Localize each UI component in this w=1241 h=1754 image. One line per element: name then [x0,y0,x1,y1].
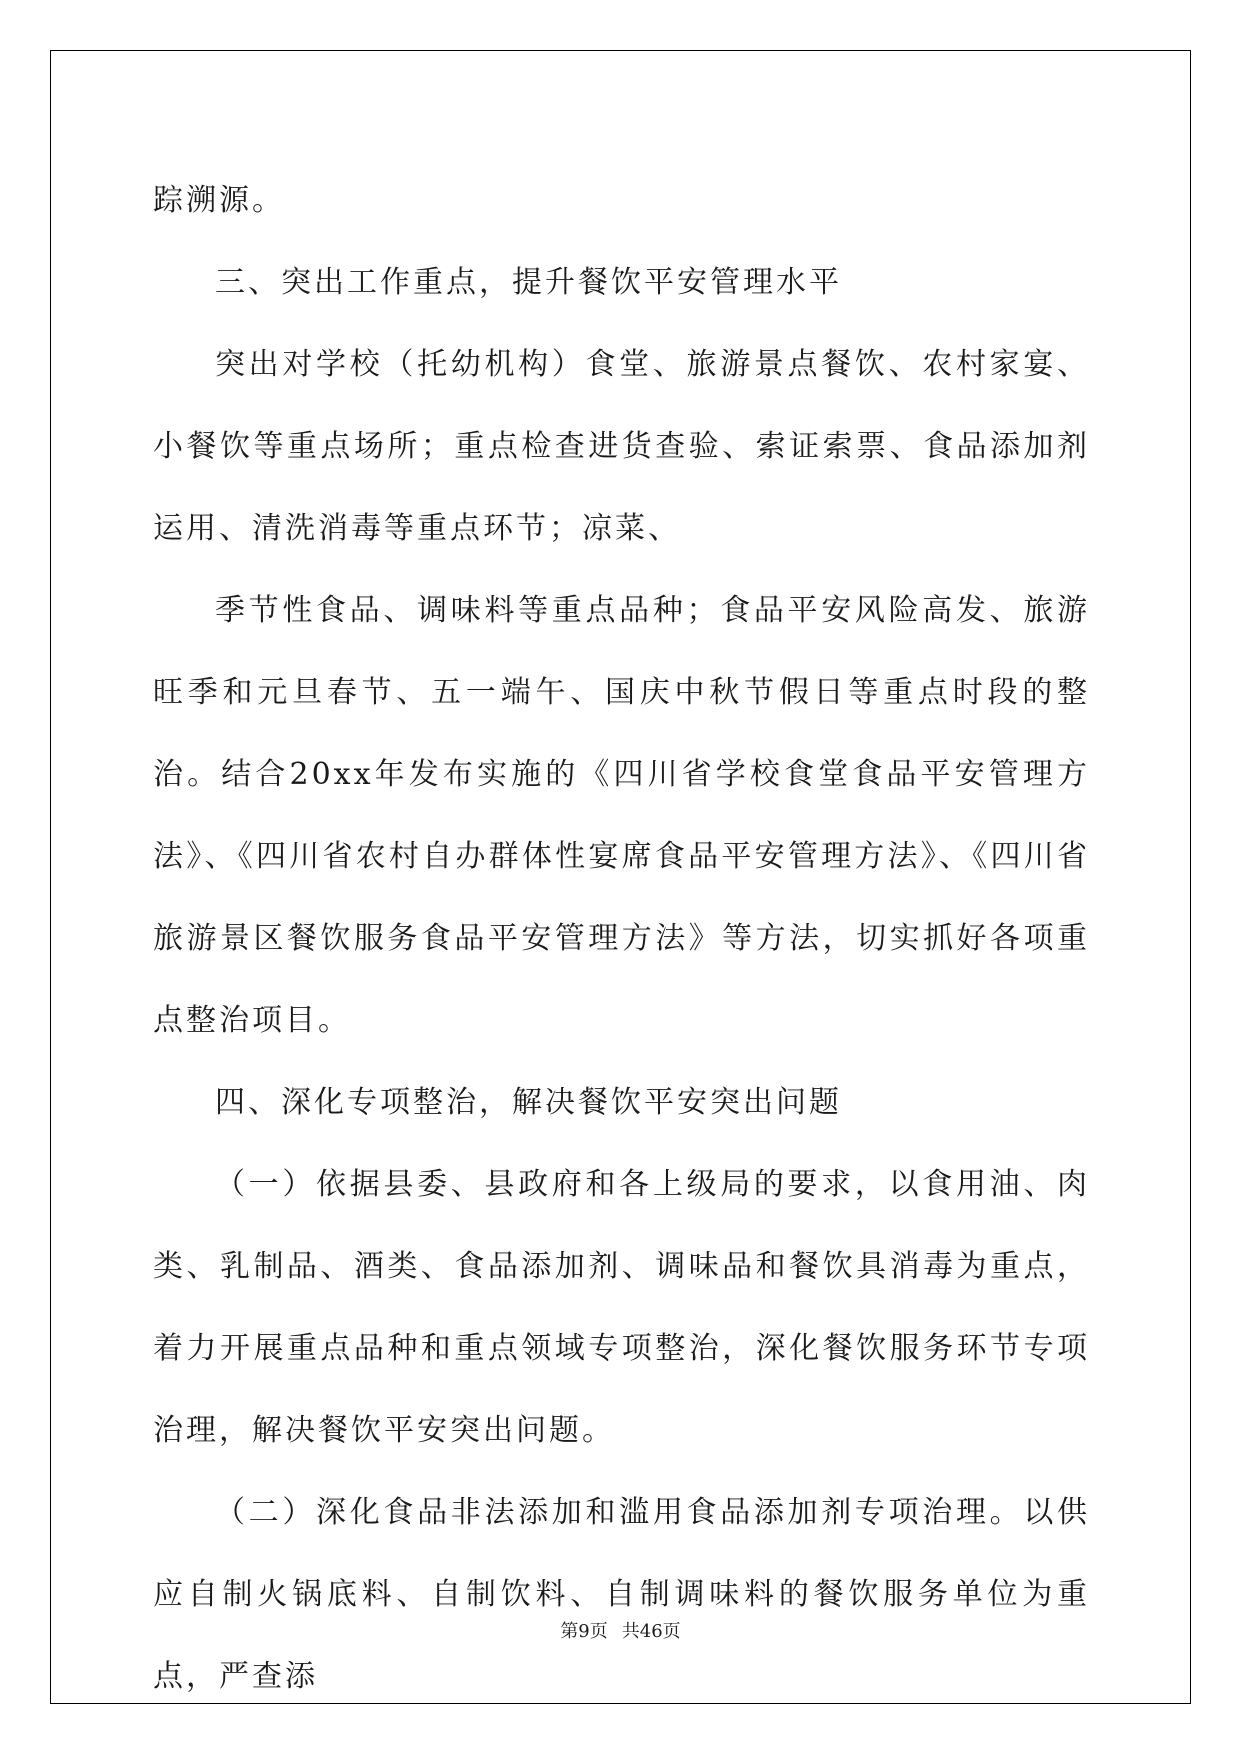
page-total: 共46页 [621,1621,681,1642]
paragraph-1: 踪溯源。 [153,183,285,218]
paragraph-4: （一）依据县委、县政府和各上级局的要求，以食用油、肉类、乳制品、酒类、食品添加剂、调味品和餐饮具消毒为重点，着力开展重点品种和重点领域专项整治，深化餐饮服务环节专项治理，解决餐饮平安突出问题。 [153,1167,1090,1448]
paragraph-3: 季节性食品、调味料等重点品种；食品平安风险高发、旅游旺季和元旦春节、五一端午、国庆中秋节假日等重点时段的整治。结合20xx年发布实施的《四川省学校食堂食品平安管理方法》、《四川省农村自办群体性宴席食品平安管理方法》、《四川省旅游景区餐饮服务食品平安管理方法》等方法，切实抓好各项重点整治项目。 [153,593,1090,1038]
paragraph-5: （二）深化食品非法添加和滥用食品添加剂专项治理。以供应自制火锅底料、自制饮料、自制调味料的餐饮服务单位为重点，严查添 [153,1495,1090,1694]
page-number: 第9页 [560,1621,608,1642]
page-footer [0,1617,1241,1643]
section-heading-4: 四、深化专项整治，解决餐饮平安突出问题 [215,1085,842,1120]
document-body [153,160,1090,1718]
section-heading-3: 三、突出工作重点，提升餐饮平安管理水平 [215,265,842,300]
paragraph-2: 突出对学校（托幼机构）食堂、旅游景点餐饮、农村家宴、小餐饮等重点场所；重点检查进货查验、索证索票、食品添加剂运用、清洗消毒等重点环节；凉菜、 [153,347,1090,546]
